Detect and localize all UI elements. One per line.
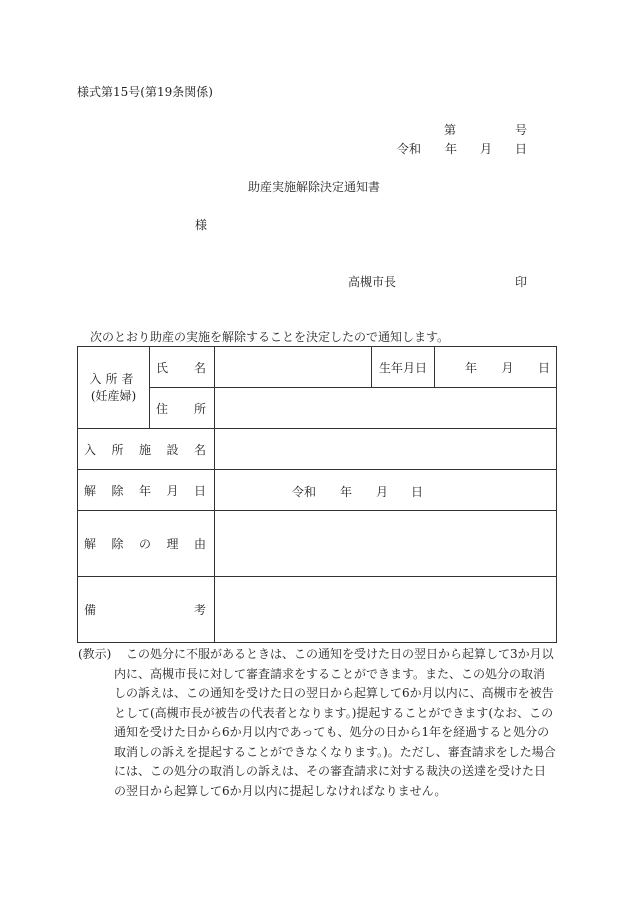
addressee-suffix: 様 <box>195 218 208 232</box>
reason-value[interactable] <box>215 511 557 577</box>
remarks-label-cell <box>78 577 215 643</box>
birth-month-unit: 月 <box>501 360 514 375</box>
release-date-day: 日 <box>411 485 424 499</box>
document-title: 助産実施解除決定通知書 <box>248 180 381 194</box>
doc-no-suffix: 号 <box>515 123 528 137</box>
doc-no-prefix: 第 <box>444 123 457 137</box>
remarks-label-2: 考 <box>193 603 206 617</box>
address-label-2: 所 <box>193 401 206 416</box>
reason-label-1: 解 <box>84 537 97 551</box>
row-facility <box>78 429 557 470</box>
facility-label-cell <box>78 429 215 470</box>
resident-label: 入所者 <box>89 371 138 386</box>
address-value[interactable] <box>215 388 557 429</box>
release-date-era: 令和 <box>292 485 317 499</box>
birth-year-unit: 年 <box>465 360 478 375</box>
issuer-name: 高槻市長 <box>348 275 397 289</box>
reason-label-4: 理 <box>166 537 179 551</box>
birth-value[interactable] <box>435 347 557 388</box>
resident-label-cell <box>78 347 150 429</box>
release-date-label-3: 年 <box>138 483 151 498</box>
release-date-year: 年 <box>340 485 353 499</box>
name-value[interactable] <box>215 347 372 388</box>
reason-label-2: 除 <box>111 537 124 551</box>
seal-mark: 印 <box>515 275 528 289</box>
row-remarks <box>78 577 557 643</box>
birth-label: 生年月日 <box>372 347 435 388</box>
release-date-label-1: 解 <box>84 483 97 498</box>
notification-table <box>77 346 557 643</box>
resident-sublabel: (妊産婦) <box>90 388 137 403</box>
release-date-label-5: 日 <box>193 483 206 498</box>
date-year: 年 <box>445 142 458 156</box>
name-label-2: 名 <box>193 360 206 375</box>
address-label-cell <box>150 388 215 429</box>
notice-body: この処分に不服があるときは、この通知を受けた日の翌日から起算して3か月以内に、高槻市長に対して審査請求をすることができます。また、この処分の取消しの訴えは、この通知を受けた日の翌日から起算して6か月以内に、高槻市を被告として(高槻市長が被告の代表者となります。)提起することができます(なお、この通知を受けた日から6か月以内であっても、処分の日から1年を経過すると処分の取消しの訴えを提起することができなくなります。)。ただし、審査請求をした場合には、この処分の取消しの訴えは、その審査請求に対する裁決の送達を受けた日の翌日から起算して6か月以内に提起しなければなりません。 <box>114 647 556 798</box>
release-date-month: 月 <box>376 485 389 499</box>
row-address <box>78 388 557 429</box>
birth-day-unit: 日 <box>537 360 550 375</box>
facility-label-3: 施 <box>138 442 151 457</box>
date-day: 日 <box>515 142 528 156</box>
date-month: 月 <box>480 142 493 156</box>
reason-label-3: の <box>138 537 151 551</box>
notice-head: (教示) <box>78 647 112 661</box>
release-date-label-4: 月 <box>166 483 179 498</box>
name-label-cell <box>150 347 215 388</box>
release-date-label-2: 除 <box>111 483 124 498</box>
date-era: 令和 <box>397 142 422 156</box>
row-release-date <box>78 470 557 511</box>
row-reason <box>78 511 557 577</box>
name-label-1: 氏 <box>156 360 169 375</box>
facility-label-2: 所 <box>111 442 124 457</box>
legal-notice <box>78 645 556 801</box>
release-date-label-cell <box>78 470 215 511</box>
form-number: 様式第15号(第19条関係) <box>77 85 213 99</box>
facility-label-5: 名 <box>193 442 206 457</box>
facility-label-4: 設 <box>166 442 179 457</box>
facility-value[interactable] <box>215 429 557 470</box>
release-date-value[interactable] <box>215 470 557 511</box>
reason-label-5: 由 <box>193 537 206 551</box>
reason-label-cell <box>78 511 215 577</box>
facility-label-1: 入 <box>84 442 97 457</box>
intro-text: 次のとおり助産の実施を解除することを決定したので通知します。 <box>90 330 450 344</box>
address-label-1: 住 <box>156 401 169 416</box>
remarks-label-1: 備 <box>84 603 97 617</box>
remarks-value[interactable] <box>215 577 557 643</box>
row-name <box>78 347 557 388</box>
